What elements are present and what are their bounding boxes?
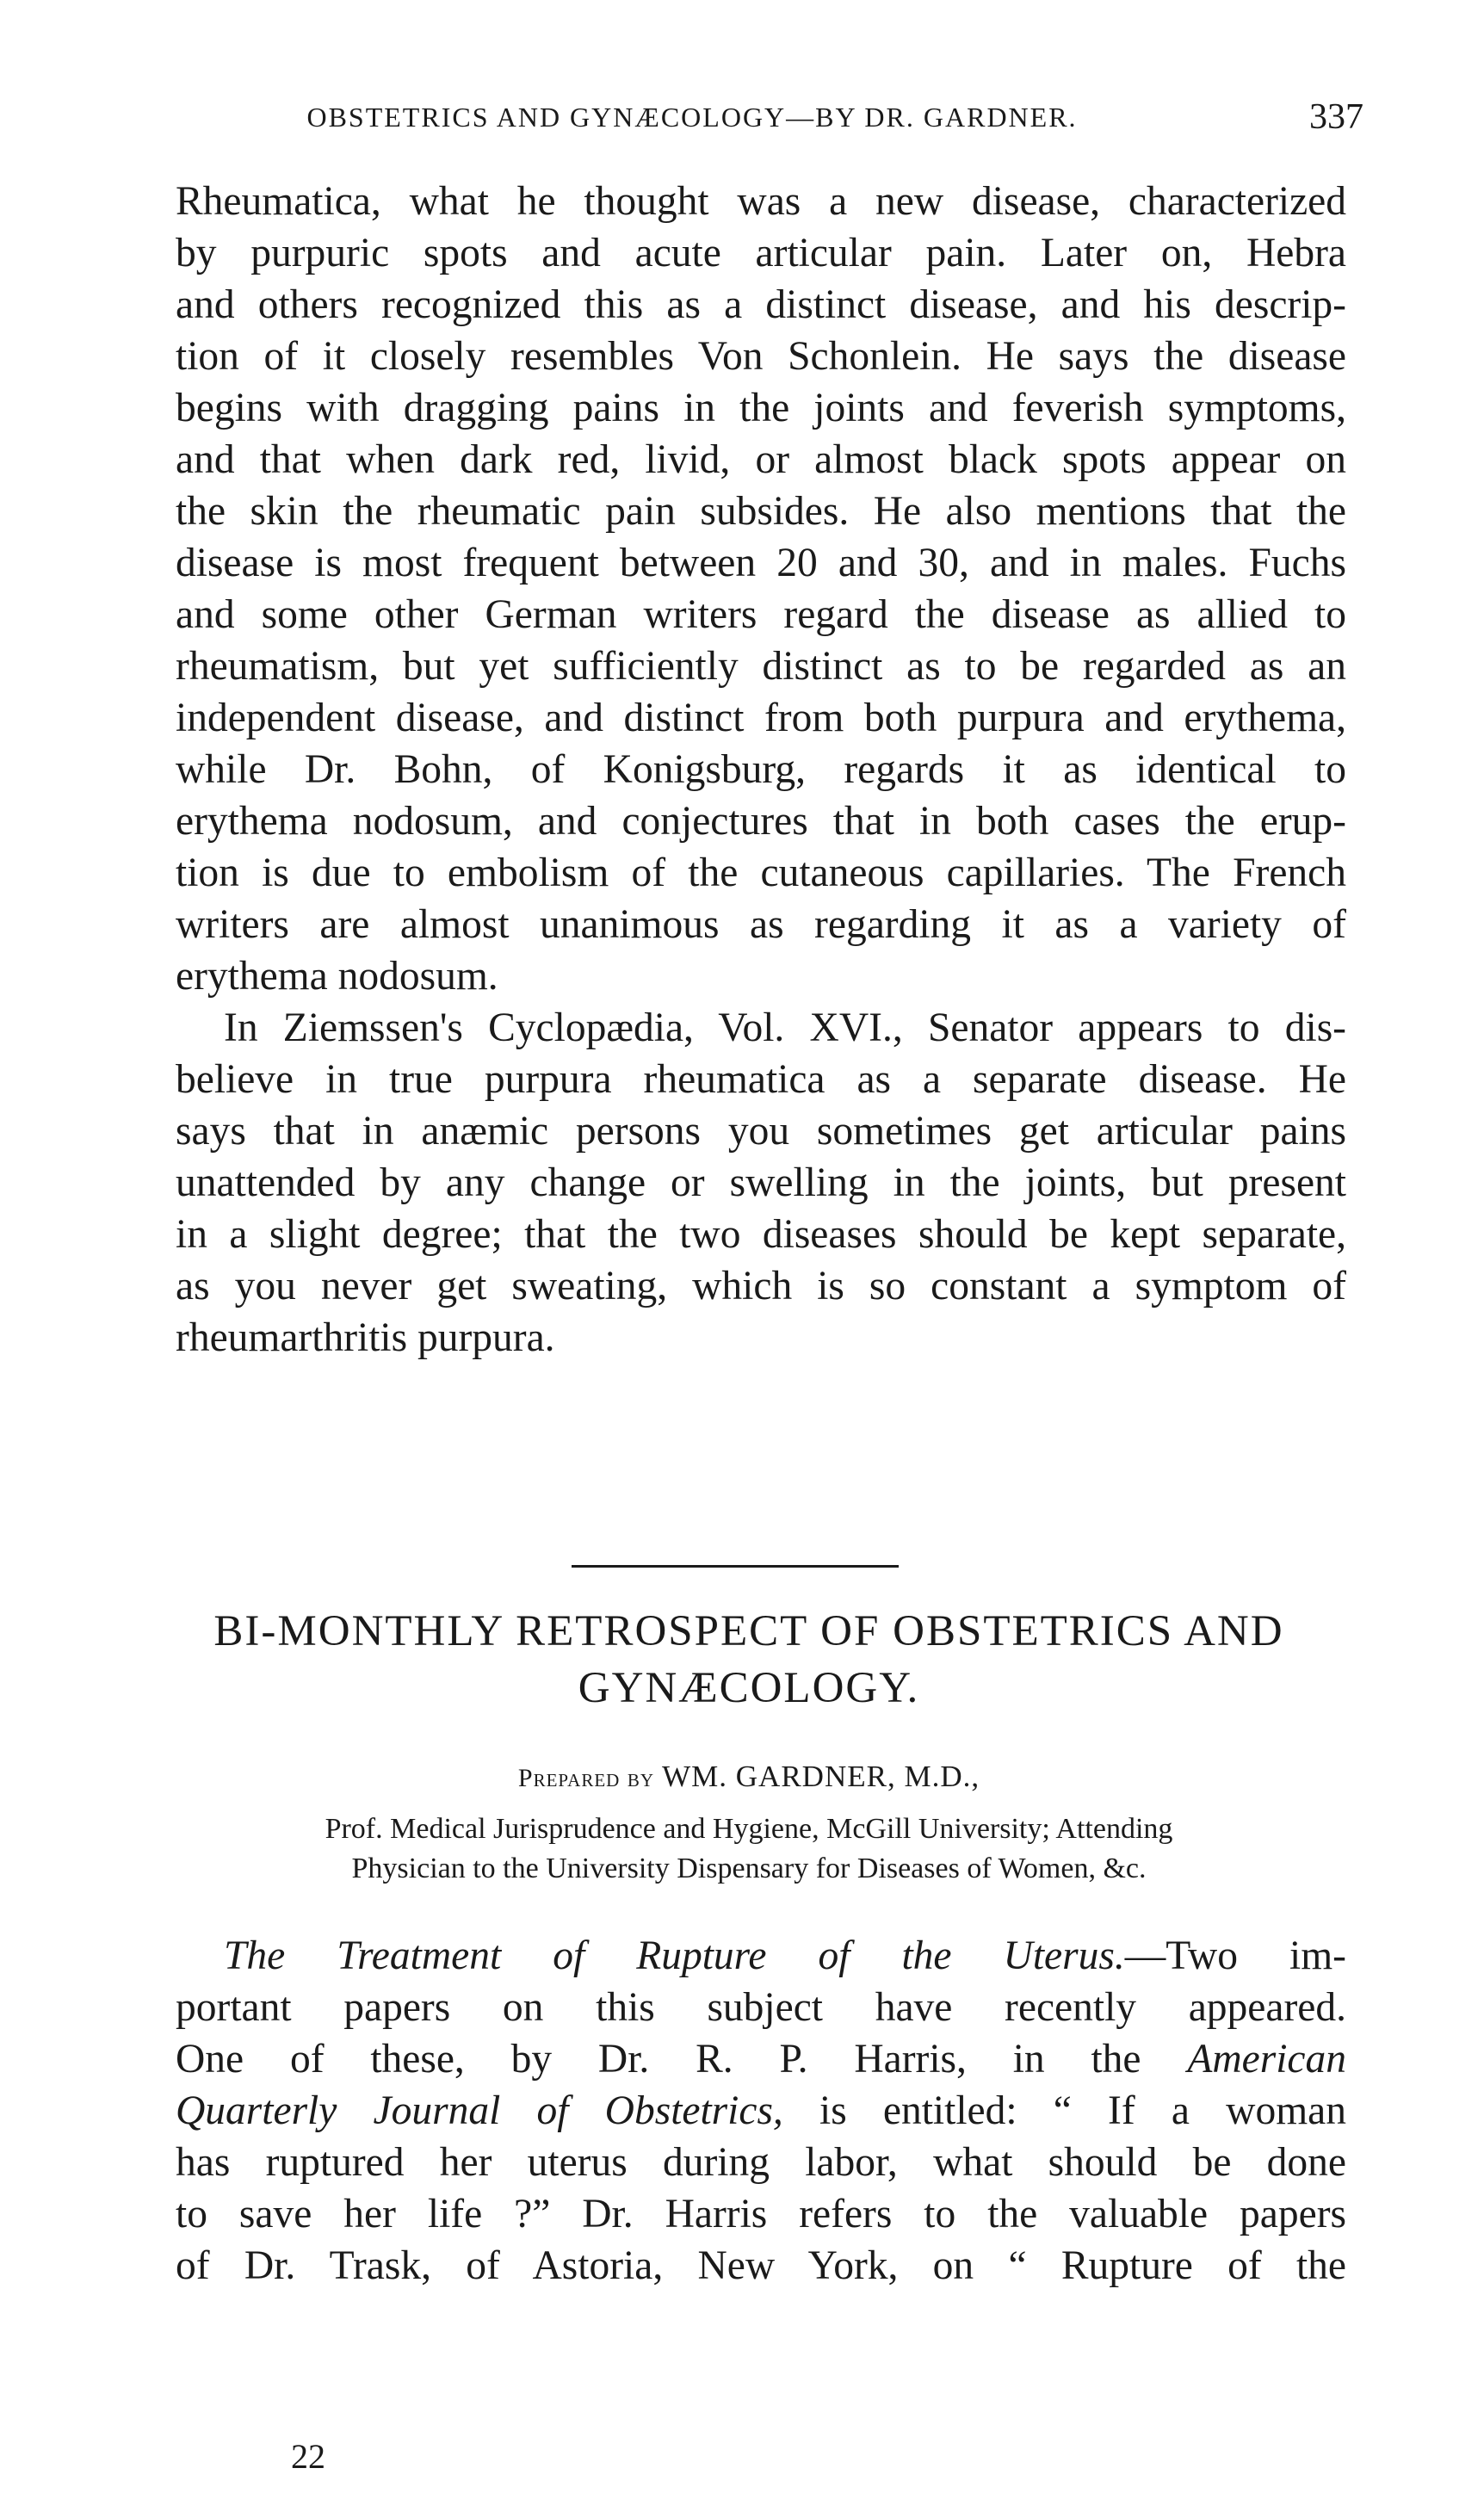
author-name: WM. GARDNER, M.D., — [662, 1760, 980, 1793]
section-heading: BI-MONTHLY RETROSPECT OF OBSTETRICS AND — [213, 1607, 1284, 1655]
text-span: is entitled: “ If a woman — [782, 2088, 1346, 2133]
text-line: erythema nodosum. — [176, 954, 498, 999]
text-line — [176, 1930, 1346, 1982]
text-line: believe in true purpura rheumatica as a separate disease. He — [176, 1057, 1346, 1102]
text-line: erythema nodosum, and conjectures that in both cases the erup- — [176, 799, 1346, 844]
text-line: in a slight degree; that the two diseases should be kept separate, — [176, 1212, 1346, 1257]
text-line: unattended by any change or swelling in the joints, but present — [176, 1160, 1346, 1205]
text-line — [176, 2033, 1346, 2085]
text-line: as you never get sweating, which is so constant a symptom of — [176, 1264, 1346, 1308]
text-line: says that in anæmic persons you sometimes get articular pains — [176, 1109, 1346, 1154]
text-line: rheumatism, but yet sufficiently distinct as to be regarded as an — [176, 644, 1346, 689]
byline — [138, 1760, 1360, 1794]
author-credentials: Prof. Medical Jurisprudence and Hygiene, McGill University; Attending — [325, 1813, 1173, 1845]
text-line: rheumarthritis purpura. — [176, 1315, 555, 1360]
article-topic: The Treatment of Rupture of the Uterus. — [224, 1933, 1125, 1978]
text-span: —Two im- — [1124, 1933, 1346, 1978]
page-number: 337 — [1309, 97, 1363, 137]
text-line: the skin the rheumatic pain subsides. He also mentions that the — [176, 489, 1346, 534]
text-line: tion is due to embolism of the cutaneous capillaries. The French — [176, 851, 1346, 895]
paragraph-continuation — [176, 176, 1346, 1002]
text-line: by purpuric spots and acute articular pain. Later on, Hebra — [176, 231, 1346, 275]
text-line: begins with dragging pains in the joints and feverish symptoms, — [176, 386, 1346, 430]
text-line: independent disease, and distinct from both purpura and erythema, — [176, 696, 1346, 740]
text-line: tion of it closely resembles Von Schonlein. He says the disease — [176, 334, 1346, 379]
section-heading-continued: GYNÆCOLOGY. — [578, 1664, 920, 1712]
paragraph-rupture — [176, 1930, 1346, 2292]
running-title: OBSTETRICS AND GYNÆCOLOGY—BY DR. GARDNER. — [306, 102, 1078, 133]
running-head — [193, 97, 1363, 145]
prepared-by-label: Prepared by — [517, 1764, 654, 1792]
text-line — [176, 2085, 1346, 2137]
text-line: has ruptured her uterus during labor, what should be done — [176, 2140, 1346, 2185]
journal-name: American — [1187, 2037, 1346, 2082]
text-line: writers are almost unanimous as regarding it as a variety of — [176, 902, 1346, 947]
text-line: and others recognized this as a distinct disease, and his descrip- — [176, 282, 1346, 327]
text-line: while Dr. Bohn, of Konigsburg, regards it as identical to — [176, 747, 1346, 792]
text-line: and that when dark red, livid, or almost black spots appear on — [176, 437, 1346, 482]
paragraph-senator — [176, 1002, 1346, 1364]
text-line: Rheumatica, what he thought was a new disease, characterized — [176, 179, 1346, 224]
author-credentials-continued: Physician to the University Dispensary for Diseases of Women, &c. — [351, 1853, 1147, 1884]
text-line: portant papers on this subject have recently appeared. — [176, 1985, 1346, 2030]
text-line: to save her life ?” Dr. Harris refers to the valuable papers — [176, 2192, 1346, 2236]
text-line: disease is most frequent between 20 and 30, and in males. Fuchs — [176, 541, 1346, 585]
journal-name: Quarterly Journal of Obstetrics, — [176, 2088, 783, 2133]
text-span: One of these, by Dr. R. P. Harris, in the — [176, 2037, 1141, 2082]
text-line: of Dr. Trask, of Astoria, New York, on “ Rupture of the — [176, 2243, 1346, 2288]
text-line: In Ziemssen's Cyclopædia, Vol. XVI., Senator appears to dis- — [224, 1005, 1346, 1050]
signature-mark: 22 — [291, 2437, 325, 2476]
text-line: and some other German writers regard the disease as allied to — [176, 592, 1346, 637]
section-divider — [572, 1565, 899, 1568]
